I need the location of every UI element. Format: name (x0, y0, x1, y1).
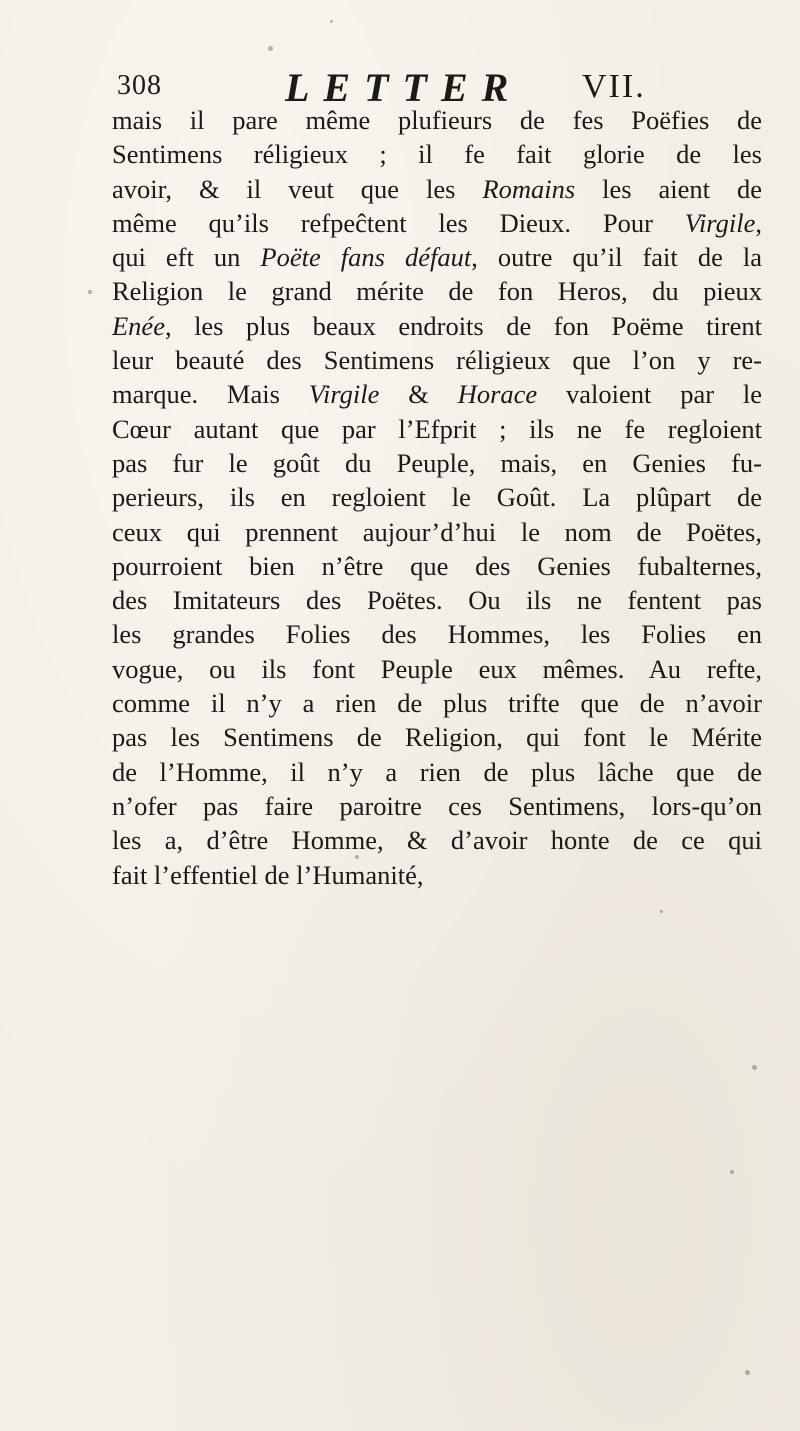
text-line (112, 206, 762, 240)
text-run: Cœur autant que par l’Efprit ; ils ne fe regloient (112, 413, 762, 444)
text-line (112, 549, 762, 583)
text-line (112, 720, 762, 754)
body-text (112, 103, 762, 892)
text-run: Sentimens réligieux ; il fe fait glorie de les (112, 139, 762, 170)
text-line (112, 858, 762, 892)
ink-speck (88, 290, 92, 294)
text-line (112, 823, 762, 857)
italic-text-run: Enée (112, 310, 165, 341)
text-run: & (379, 379, 458, 410)
text-run: les grandes Folies des Hommes, les Folies en (112, 619, 762, 650)
ink-speck (660, 910, 663, 913)
ink-speck (268, 46, 273, 51)
italic-text-run: Virgile (684, 207, 756, 238)
text-line (112, 515, 762, 549)
text-run: perieurs, ils en regloient le Goût. La plûpart de (112, 482, 762, 513)
text-run: n’ofer pas faire paroitre ces Sentimens, lors-qu’on (112, 790, 762, 821)
text-run: avoir, & il veut que les (112, 173, 483, 204)
text-run: des Imitateurs des Poëtes. Ou ils ne fentent pas (112, 585, 762, 616)
text-line (112, 446, 762, 480)
text-line (112, 686, 762, 720)
text-line (112, 172, 762, 206)
ink-speck (752, 1065, 757, 1070)
ink-speck (745, 1370, 750, 1375)
text-run: de l’Homme, il n’y a rien de plus lâche que de (112, 756, 762, 787)
text-run: Religion le grand mérite de fon Heros, du pieux (112, 276, 762, 307)
text-run: comme il n’y a rien de plus trifte que de n’avoir (112, 688, 762, 719)
page-number: 308 (117, 70, 162, 101)
text-run: les aient de (575, 173, 762, 204)
text-line (112, 412, 762, 446)
letter-number: VII. (582, 68, 646, 105)
text-line (112, 617, 762, 651)
text-run: pourroient bien n’être que des Genies fubalternes, (112, 550, 762, 581)
text-run: , les plus beaux endroits de fon Poëme tirent (164, 310, 762, 341)
text-line (112, 343, 762, 377)
text-run: valoient par le (537, 379, 762, 410)
italic-text-run: Romains (482, 173, 576, 204)
italic-text-run: Virgile (308, 379, 380, 410)
text-line (112, 240, 762, 274)
text-line (112, 755, 762, 789)
text-run: qui eft un (112, 242, 261, 273)
text-run: fait l’effentiel de l’Humanité, (112, 859, 424, 890)
text-line (112, 377, 762, 411)
text-run: marque. Mais (112, 379, 309, 410)
text-line (112, 137, 762, 171)
text-run: pas les Sentimens de Religion, qui font le Mérite (112, 722, 762, 753)
ink-speck (730, 1170, 734, 1174)
text-line (112, 789, 762, 823)
text-run: les a, d’être Homme, & d’avoir honte de ce qui (112, 825, 762, 856)
text-run: , outre qu’il fait de la (471, 242, 762, 273)
italic-text-run: Horace (457, 379, 538, 410)
text-line (112, 103, 762, 137)
text-line (112, 583, 762, 617)
text-run: ceux qui prennent aujour’d’hui le nom de Poëtes, (112, 516, 762, 547)
text-run: , (755, 207, 762, 238)
text-line (112, 480, 762, 514)
running-title: LETTER (285, 65, 523, 110)
text-run: pas fur le goût du Peuple, mais, en Genies fu- (112, 447, 762, 478)
text-run: mais il pare même plufieurs de fes Poëfies de (112, 105, 762, 135)
italic-text-run: Poëte fans défaut (260, 242, 472, 273)
text-run: leur beauté des Sentimens réligieux que l’on y re- (112, 345, 762, 376)
running-head (117, 64, 757, 108)
ink-speck (330, 20, 333, 23)
text-line (112, 274, 762, 308)
ink-speck (355, 855, 359, 859)
text-run: même qu’ils refpeĉtent les Dieux. Pour (112, 207, 685, 238)
text-run: vogue, ou ils font Peuple eux mêmes. Au refte, (112, 653, 762, 684)
text-line (112, 309, 762, 343)
text-line (112, 652, 762, 686)
